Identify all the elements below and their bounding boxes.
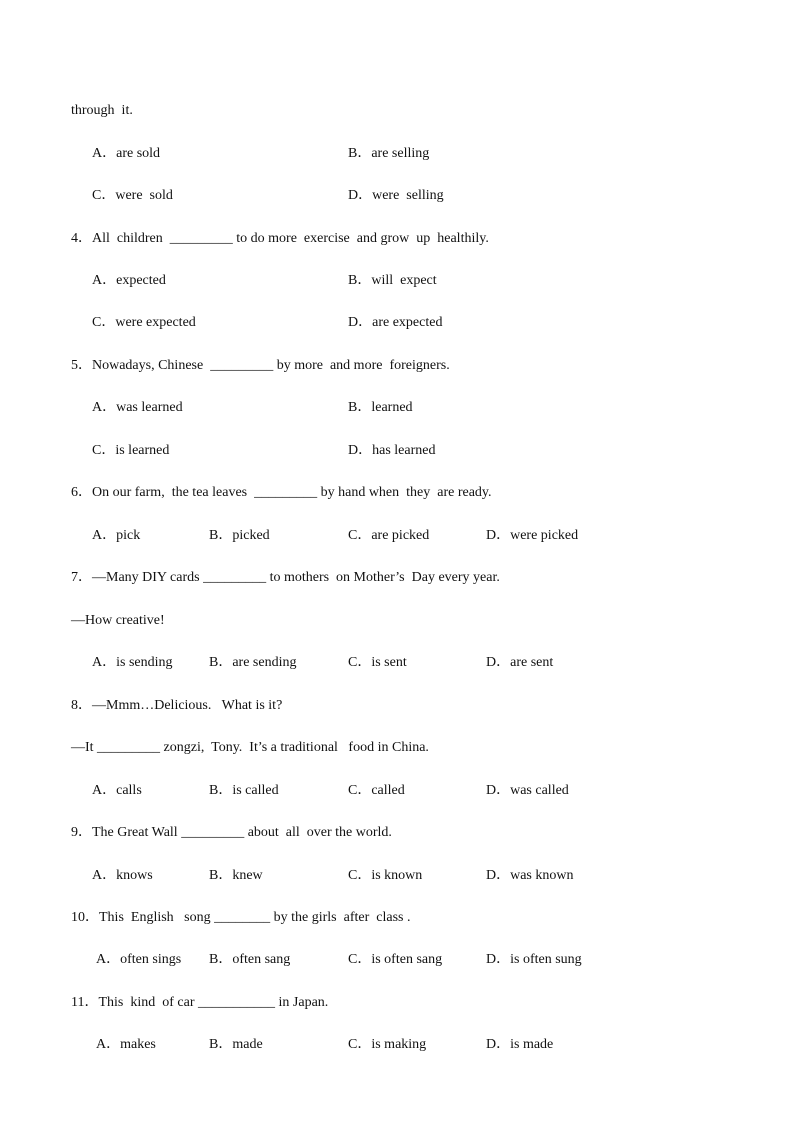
question-9-text: 9．The Great Wall _________ about all over the world. xyxy=(71,825,392,840)
question-5-option-b[interactable]: B．learned xyxy=(348,400,413,415)
question-10-text: 10．This English song ________ by the girls after class . xyxy=(71,910,411,925)
question-7-option-a[interactable]: A．is sending xyxy=(92,655,173,670)
question-9-option-b[interactable]: B．knew xyxy=(209,868,263,883)
question-6-option-a[interactable]: A．pick xyxy=(92,528,141,543)
question-4-option-b[interactable]: B．will expect xyxy=(348,273,437,288)
question-8-option-c[interactable]: C．called xyxy=(348,783,405,798)
question-4-option-c[interactable]: C．were expected xyxy=(92,315,196,330)
question-6-option-b[interactable]: B．picked xyxy=(209,528,270,543)
question-6-option-c[interactable]: C．are picked xyxy=(348,528,430,543)
question-9-option-c[interactable]: C．is known xyxy=(348,868,423,883)
question-8-option-d[interactable]: D．was called xyxy=(486,783,569,798)
question-5-option-d[interactable]: D．has learned xyxy=(348,443,436,458)
question-9-option-d[interactable]: D．was known xyxy=(486,868,574,883)
question-5-option-c[interactable]: C．is learned xyxy=(92,443,170,458)
question-10-option-c[interactable]: C．is often sang xyxy=(348,952,443,967)
question-3-option-d[interactable]: D．were selling xyxy=(348,188,444,203)
question-7-option-d[interactable]: D．are sent xyxy=(486,655,554,670)
question-6-text: 6．On our farm, the tea leaves _________ by hand when they are ready. xyxy=(71,485,492,500)
question-4-option-d[interactable]: D．are expected xyxy=(348,315,443,330)
question-7-reply: —How creative! xyxy=(71,613,165,628)
question-7-option-b[interactable]: B．are sending xyxy=(209,655,297,670)
question-4-option-a[interactable]: A．expected xyxy=(92,273,166,288)
question-8-option-b[interactable]: B．is called xyxy=(209,783,279,798)
question-8-option-a[interactable]: A．calls xyxy=(92,783,142,798)
question-3-continuation: through it. xyxy=(71,103,133,118)
question-11-option-d[interactable]: D．is made xyxy=(486,1037,554,1052)
question-8-reply: —It _________ zongzi, Tony. It’s a traditional food in China. xyxy=(71,740,429,755)
question-11-text: 11．This kind of car ___________ in Japan. xyxy=(71,995,329,1010)
question-11-option-a[interactable]: A．makes xyxy=(96,1037,156,1052)
question-4-text: 4．All children _________ to do more exercise and grow up healthily. xyxy=(71,231,489,246)
question-5-text: 5．Nowadays, Chinese _________ by more and more foreigners. xyxy=(71,358,450,373)
question-3-option-a[interactable]: A．are sold xyxy=(92,146,161,161)
question-5-option-a[interactable]: A．was learned xyxy=(92,400,183,415)
question-10-option-a[interactable]: A．often sings xyxy=(96,952,182,967)
question-3-option-c[interactable]: C．were sold xyxy=(92,188,173,203)
question-9-option-a[interactable]: A．knows xyxy=(92,868,153,883)
question-7-option-c[interactable]: C．is sent xyxy=(348,655,407,670)
question-11-option-b[interactable]: B．made xyxy=(209,1037,263,1052)
question-6-option-d[interactable]: D．were picked xyxy=(486,528,579,543)
question-10-option-d[interactable]: D．is often sung xyxy=(486,952,582,967)
question-10-option-b[interactable]: B．often sang xyxy=(209,952,291,967)
question-11-option-c[interactable]: C．is making xyxy=(348,1037,427,1052)
question-7-text: 7．—Many DIY cards _________ to mothers on Mother’s Day every year. xyxy=(71,570,500,585)
question-3-option-b[interactable]: B．are selling xyxy=(348,146,430,161)
question-8-text: 8．—Mmm…Delicious. What is it? xyxy=(71,698,283,713)
